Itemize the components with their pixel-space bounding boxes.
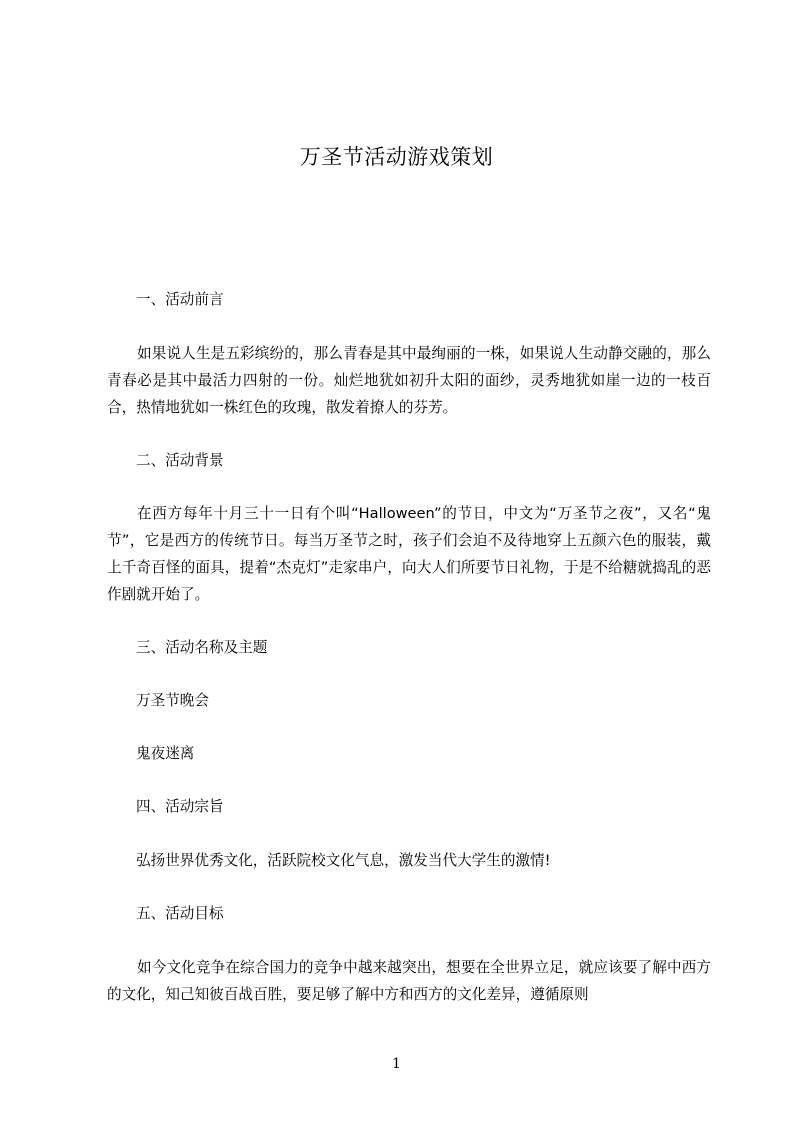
paragraph-background: 在西方每年十月三十一日有个叫“Halloween”的节日，中文为“万圣节之夜”，又名“鬼节”，它是西方的传统节日。每当万圣节之时，孩子们会迫不及待地穿上五颜六色的服装，戴上千奇百怪的面具，提着“杰克灯”走家串户，向大人们所要节日礼物，于是不给糖就捣乱的恶作剧就开始了。 bbox=[107, 505, 711, 603]
page-number: 1 bbox=[392, 1056, 401, 1072]
purpose-text: 弘扬世界优秀文化，活跃院校文化气息，激发当代大学生的激情! bbox=[136, 852, 551, 869]
section-heading-goals: 五、活动目标 bbox=[136, 905, 224, 922]
activity-theme: 鬼夜迷离 bbox=[136, 745, 195, 762]
activity-name: 万圣节晚会 bbox=[136, 692, 209, 709]
paragraph-goals: 如今文化竞争在综合国力的竞争中越来越突出，想要在全世界立足，就应该要了解中西方的文化，知己知彼百战百胜，要足够了解中方和西方的文化差异，遵循原则 bbox=[107, 959, 711, 1003]
document-title: 万圣节活动游戏策划 bbox=[299, 145, 494, 169]
section-heading-name-theme: 三、活动名称及主题 bbox=[136, 639, 268, 656]
section-heading-background: 二、活动背景 bbox=[136, 452, 224, 469]
paragraph-preface: 如果说人生是五彩缤纷的，那么青春是其中最绚丽的一株，如果说人生动静交融的，那么青春必是其中最活力四射的一份。灿烂地犹如初升太阳的面纱，灵秀地犹如崖一边的一枝百合，热情地犹如一株红色的玫瑰，散发着撩人的芬芳。 bbox=[107, 345, 711, 416]
section-heading-purpose: 四、活动宗旨 bbox=[136, 798, 224, 815]
section-heading-preface: 一、活动前言 bbox=[136, 291, 224, 308]
